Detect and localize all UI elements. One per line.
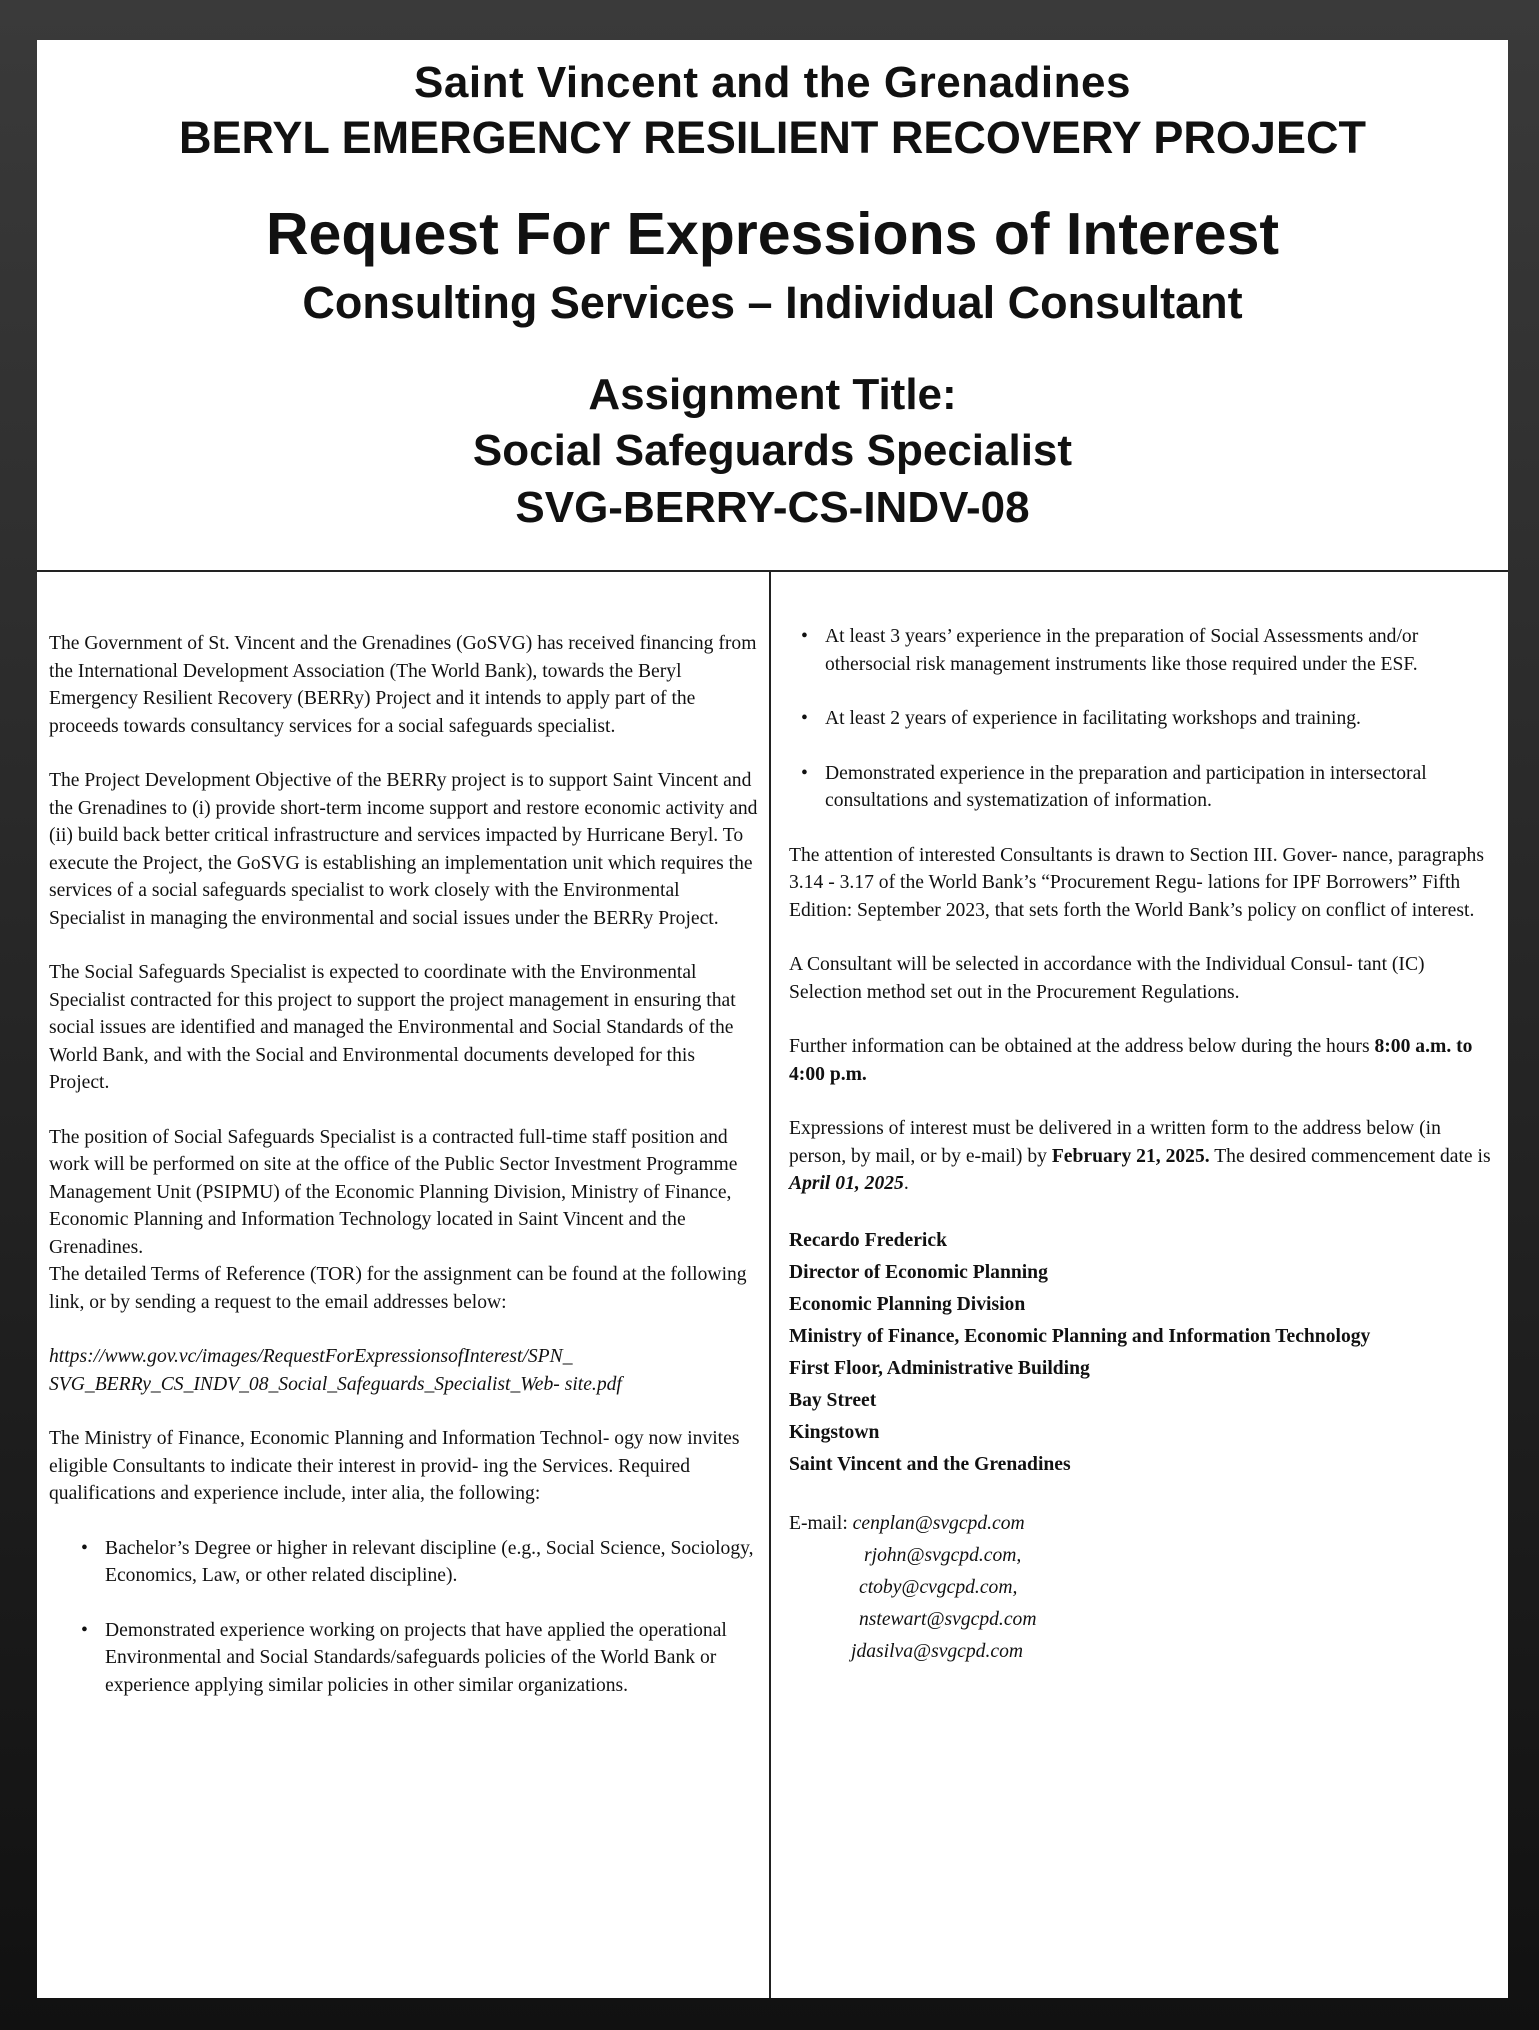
contact-address [789,1225,1499,1481]
address-line: Director of Economic Planning [789,1261,1048,1283]
notice-sheet [37,40,1508,1998]
hours-paragraph [789,1033,1499,1088]
rfei-title: Request For Expressions of Interest [265,201,1280,267]
email-label: E-mail: [789,1512,853,1534]
address-line: Kingstown [789,1421,880,1443]
address-line: Economic Planning Division [789,1293,1026,1315]
email-link[interactable]: cenplan@svgcpd.com [852,1512,1025,1534]
office-hours: 8:00 a.m. to 4:00 p.m. [789,1036,1473,1085]
invitation-paragraph: The Ministry of Finance, Economic Planning and Information Technol- ogy now invites eligible Consultants to indicate their interest in provid- ing the Services. Required qualifications and experience include, inter alia, the following: [49,1428,740,1504]
assignment-title: Social Safeguards Specialist [472,426,1073,475]
email-link[interactable]: ctoby@cvgcpd.com, [859,1576,1018,1598]
hours-text: Further information can be obtained at the address below during the hours [789,1036,1375,1057]
role-paragraph: The Social Safeguards Specialist is expected to coordinate with the Environmental Specialist contracted for this project to support the project management in ensuring that social issues are identified and managed the Environmental and Social Standards of the World Bank, and with the Social and Environmental documents developed for this Project. [49,962,736,1093]
address-line: Ministry of Finance, Economic Planning and Information Technology [789,1325,1371,1347]
objective-paragraph: The Project Development Objective of the BERRy project is to support Saint Vincent and the Grenadines to (i) provide short-term income support and restore economic activity and (ii) build back better critical infrastructure and services impacted by Hurricane Beryl. To execute the Project, the GoSVG is establishing an implementation unit which requires the services of a social safeguards specialist to work closely with the Environmental Specialist in managing the environmental and social issues under the BERRy Project. [49,770,758,929]
services-subtitle: Consulting Services – Individual Consultant [302,277,1243,328]
commencement-text: The desired commencement date is [1209,1145,1491,1167]
notice-header [37,40,1508,572]
selection-paragraph: A Consultant will be selected in accordance with the Individual Consul- tant (IC) Selection method set out in the Procurement Regulations. [789,954,1425,1003]
deadline-paragraph [789,1115,1499,1198]
conflict-paragraph: The attention of interested Consultants is drawn to Section III. Gover- nance, paragraphs 3.14 - 3.17 of the World Bank’s “Procurement Regu- lations for IPF Borrowers” Fifth Edition: September 2023, that sets forth the World Bank’s policy on conflict of interest. [789,844,1484,921]
address-line: Saint Vincent and the Grenadines [789,1453,1071,1475]
intro-paragraph: The Government of St. Vincent and the Grenadines (GoSVG) has received financing from the International Development Association (The World Bank), towards the Beryl Emergency Resilient Recovery (BERRy) Project and it intends to apply part of the proceeds towards consultancy services for a social safeguards specialist. [49,633,757,737]
address-line: First Floor, Administrative Building [789,1357,1090,1379]
position-paragraph: The position of Social Safeguards Specialist is a contracted full-time staff position and work will be performed on site at the office of the Public Sector Investment Programme Management Unit (PSIPMU) of the Economic Planning Division, Ministry of Finance, Economic Planning and Information Technology located in Saint Vincent and the Grenadines. [49,1126,738,1258]
submission-deadline: February 21, 2025. [1051,1145,1210,1167]
address-line: Bay Street [789,1389,877,1411]
email-list [789,1508,1499,1668]
list-item: • At least 2 years of experience in facilitating workshops and training. [809,705,1499,733]
period: . [903,1173,909,1194]
assignment-label: Assignment Title: [588,370,957,419]
project-title: BERYL EMERGENCY RESILIENT RECOVERY PROJECT [179,112,1366,163]
email-link[interactable]: rjohn@svgcpd.com, [864,1544,1022,1566]
list-item: • Bachelor’s Degree or higher in relevant discipline (e.g., Social Science, Sociology, Economics, Law, or other related discipline). [89,1535,759,1590]
right-column [789,626,1499,1668]
qualifications-list-left [49,1535,759,1700]
qualifications-list-right [789,623,1499,815]
commencement-date: April 01, 2025 [789,1173,904,1194]
address-line: Recardo Frederick [789,1229,947,1251]
email-link[interactable]: jdasilva@svgcpd.com [851,1640,1024,1662]
list-item: • Demonstrated experience in the preparation and participation in intersectoral consultations and systematization of information. [809,760,1499,815]
tor-paragraph: The detailed Terms of Reference (TOR) for the assignment can be found at the following link, or by sending a request to the email addresses below: [49,1264,747,1313]
left-column [49,630,759,1726]
country-title: Saint Vincent and the Grenadines [414,58,1131,107]
tor-link[interactable]: https://www.gov.vc/images/RequestForExpressionsofInterest/SPN_ SVG_BERRy_CS_INDV_08_Social_Safeguards_Specialist_Web- site.pdf [49,1346,622,1395]
reference-code: SVG-BERRY-CS-INDV-08 [515,483,1030,532]
list-item: • At least 3 years’ experience in the preparation of Social Assessments and/or othersocial risk management instruments like those required under the ESF. [809,623,1499,678]
column-divider [769,570,771,1998]
email-link[interactable]: nstewart@svgcpd.com [859,1608,1037,1630]
list-item: • Demonstrated experience working on projects that have applied the operational Environmental and Social Standards/safeguards policies of the World Bank or experience applying similar policies in other similar organizations. [89,1617,759,1700]
deadline-text: Expressions of interest must be delivered in a written form to the address below (in person, by mail, or by e-mail) by [789,1118,1441,1167]
